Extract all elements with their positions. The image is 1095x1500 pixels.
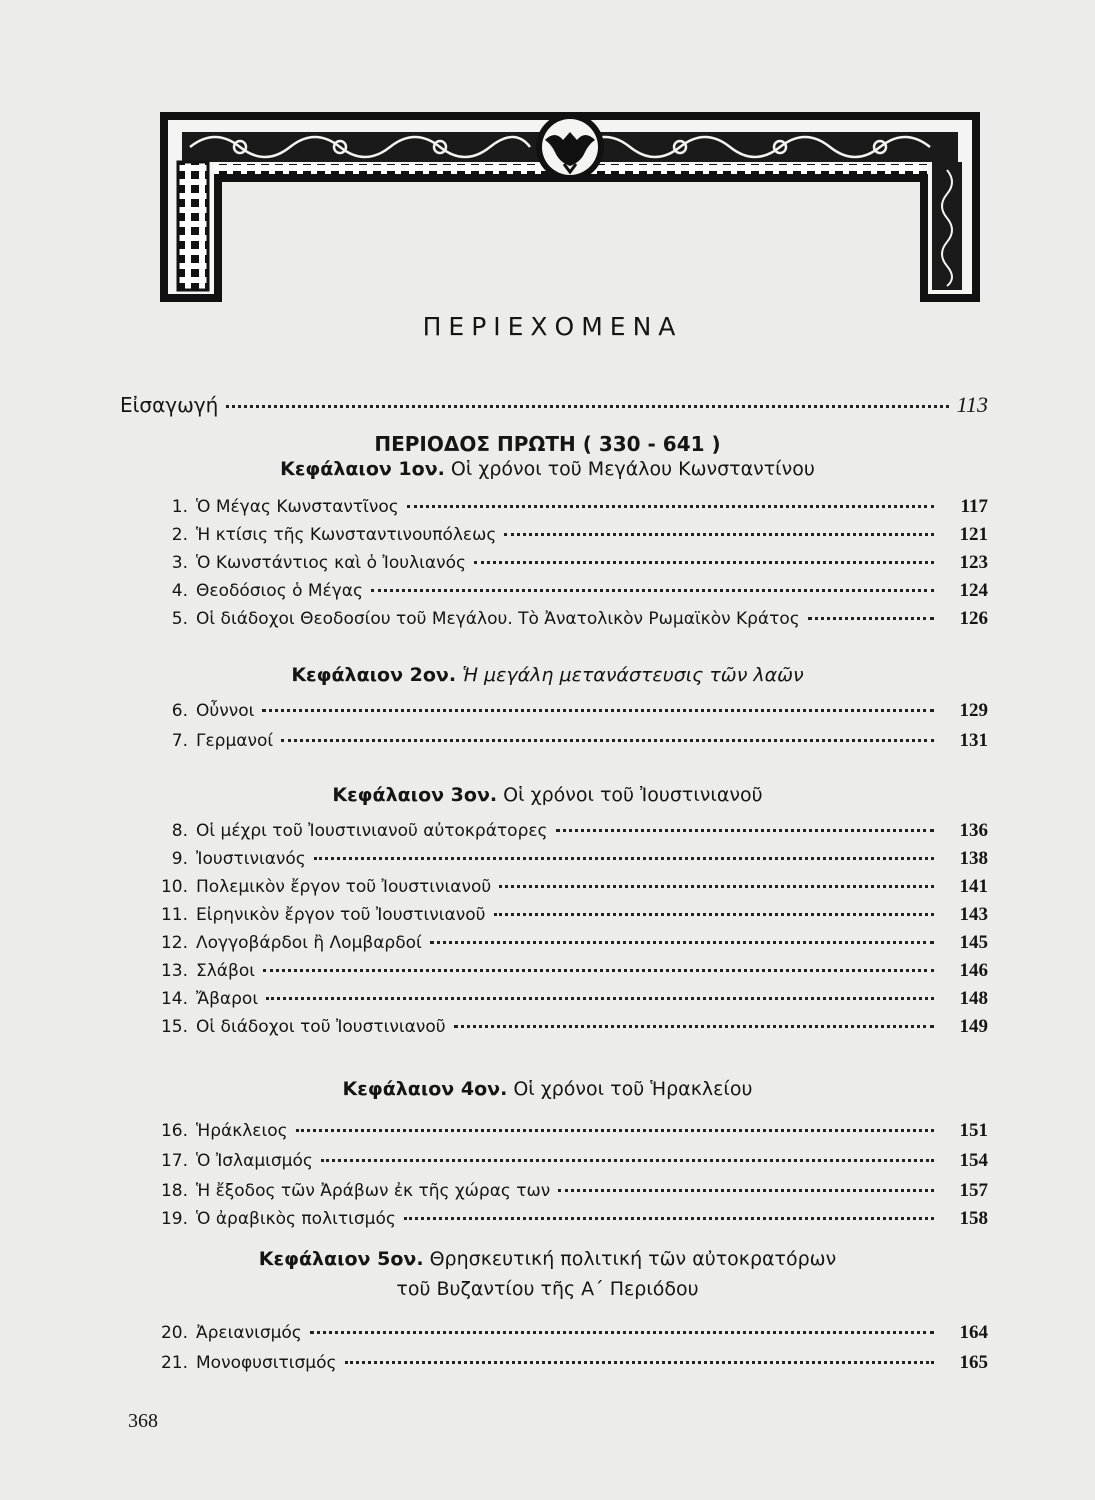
entry-page: 141 (959, 876, 988, 897)
toc-entry (148, 848, 988, 872)
entry-title: Σλάβοι (196, 961, 256, 981)
dot-leader (404, 1217, 934, 1220)
entry-title: Μονοφυσιτισμός (196, 1353, 337, 1373)
toc-entry (148, 904, 988, 928)
toc-entry (148, 1322, 988, 1346)
entry-title: Πολεμικὸν ἔργον τοῦ Ἰουστινιανοῦ (196, 877, 492, 897)
toc-entry (148, 700, 988, 724)
chapter-label: Κεφάλαιον 2ον. (291, 664, 457, 686)
toc-entry (148, 1150, 988, 1174)
intro-label: Εἰσαγωγή (120, 393, 219, 417)
entry-number: 18. (160, 1181, 188, 1201)
entry-page: 143 (959, 904, 988, 925)
toc-entry (148, 960, 988, 984)
entry-page: 121 (959, 524, 988, 545)
dot-leader (808, 617, 934, 620)
chapter-label: Κεφάλαιον 5ον. (258, 1248, 424, 1270)
toc-entry (148, 730, 988, 754)
entry-title: Ὁ ἀραβικὸς πολιτισμός (196, 1209, 396, 1229)
dot-leader (263, 969, 934, 972)
dot-leader (321, 1159, 934, 1162)
chapter-subtitle-continued: τοῦ Βυζαντίου τῆς Α΄ Περιόδου (396, 1278, 699, 1300)
toc-entry (148, 1120, 988, 1144)
toc-entry (148, 1180, 988, 1204)
entry-title: Ἡ ἔξοδος τῶν Ἀράβων ἐκ τῆς χώρας των (196, 1181, 551, 1201)
entry-page: 148 (959, 988, 988, 1009)
dot-leader (430, 941, 934, 944)
entry-page: 123 (959, 552, 988, 573)
entry-title: Ἡράκλειος (196, 1121, 288, 1141)
entry-number: 14. (160, 989, 188, 1009)
entry-title: Γερμανοί (196, 731, 274, 751)
entry-number: 15. (160, 1017, 188, 1037)
entry-number: 8. (171, 821, 188, 841)
page-title: ΠΕΡΙΕΧΟΜΕΝΑ (422, 312, 683, 341)
chapter-heading-5 (0, 1248, 1095, 1270)
dot-leader (504, 533, 934, 536)
ornamental-header-frame (160, 112, 980, 307)
entry-page: 136 (959, 820, 988, 841)
period-heading: ΠΕΡΙΟΔΟΣ ΠΡΩΤΗ ( 330 - 641 ) (374, 432, 721, 456)
entry-page: 117 (960, 496, 988, 517)
entry-page: 154 (959, 1150, 988, 1171)
toc-entry (148, 608, 988, 632)
entry-number: 19. (160, 1209, 188, 1229)
entry-page: 146 (959, 960, 988, 981)
chapter-heading-4 (0, 1078, 1095, 1100)
entry-title: Ἄβαροι (196, 989, 259, 1009)
toc-entry (148, 876, 988, 900)
chapter-heading-3 (0, 784, 1095, 806)
intro-page: 113 (956, 392, 988, 417)
entry-number: 11. (160, 905, 188, 925)
entry-title: Ἀρειανισμός (196, 1323, 302, 1343)
chapter-heading-5-line2 (0, 1278, 1095, 1300)
dot-leader (558, 1189, 934, 1192)
entry-number: 5. (171, 609, 188, 629)
entry-number: 20. (160, 1323, 188, 1343)
chapter-label: Κεφάλαιον 4ον. (342, 1078, 508, 1100)
entry-number: 10. (160, 877, 188, 897)
entry-title: Ὁ Μέγας Κωνσταντῖνος (196, 497, 399, 517)
toc-entry (148, 524, 988, 548)
entry-number: 7. (171, 731, 188, 751)
entry-title: Ὁ Ἰσλαμισμός (196, 1151, 313, 1171)
entry-title: Ὁ Κωνστάντιος καὶ ὁ Ἰουλιανός (196, 553, 466, 573)
entry-title: Ἡ κτίσις τῆς Κωνσταντινουπόλεως (196, 525, 497, 545)
toc-entry (148, 932, 988, 956)
toc-entry (148, 820, 988, 844)
entry-number: 16. (160, 1121, 188, 1141)
toc-entry (148, 580, 988, 604)
chapter-label: Κεφάλαιον 3ον. (332, 784, 498, 806)
entry-number: 6. (171, 701, 188, 721)
toc-entry (148, 988, 988, 1012)
entry-number: 4. (171, 581, 188, 601)
dot-leader (345, 1361, 935, 1364)
entry-page: 165 (959, 1352, 988, 1373)
dot-leader (281, 739, 934, 742)
entry-page: 157 (959, 1180, 988, 1201)
entry-title: Οἱ μέχρι τοῦ Ἰουστινιανοῦ αὐτοκράτορες (196, 821, 548, 841)
toc-entry (148, 1352, 988, 1376)
entry-number: 17. (160, 1151, 188, 1171)
entry-number: 9. (171, 849, 188, 869)
chapter-subtitle: Ἡ μεγάλη μετανάστευσις τῶν λαῶν (462, 664, 804, 686)
entry-title: Ἰουστινιανός (196, 849, 306, 869)
entry-title: Οὖννοι (196, 701, 255, 721)
entry-page: 131 (959, 730, 988, 751)
dot-leader (310, 1331, 934, 1334)
chapter-heading-2 (0, 664, 1095, 686)
dot-leader (314, 857, 934, 860)
entry-number: 12. (160, 933, 188, 953)
entry-number: 3. (171, 553, 188, 573)
toc-entry (148, 496, 988, 520)
chapter-subtitle: Οἱ χρόνοι τοῦ Ἡρακλείου (513, 1078, 753, 1100)
toc-entry (148, 1208, 988, 1232)
entry-number: 2. (171, 525, 188, 545)
entry-page: 145 (959, 932, 988, 953)
dot-leader (407, 505, 934, 508)
entry-title: Εἰρηνικὸν ἔργον τοῦ Ἰουστινιανοῦ (196, 905, 486, 925)
chapter-heading-1 (0, 458, 1095, 480)
entry-page: 164 (959, 1322, 988, 1343)
dot-leader (262, 709, 934, 712)
dot-leader (266, 997, 934, 1000)
dot-leader (474, 561, 934, 564)
dot-leader (226, 405, 948, 408)
entry-number: 13. (160, 961, 188, 981)
entry-page: 149 (959, 1016, 988, 1037)
entry-title: Οἱ διάδοχοι τοῦ Ἰουστινιανοῦ (196, 1017, 446, 1037)
entry-page: 151 (959, 1120, 988, 1141)
dot-leader (556, 829, 934, 832)
chapter-subtitle: Θρησκευτική πολιτική τῶν αὐτοκρατόρων (429, 1248, 837, 1270)
entry-page: 138 (959, 848, 988, 869)
chapter-subtitle: Οἱ χρόνοι τοῦ Ἰουστινιανοῦ (503, 784, 763, 806)
chapter-label: Κεφάλαιον 1ον. (280, 458, 445, 480)
entry-page: 158 (959, 1208, 988, 1229)
toc-entry (148, 552, 988, 576)
dot-leader (296, 1129, 934, 1132)
entry-page: 129 (959, 700, 988, 721)
entry-title: Οἱ διάδοχοι Θεοδοσίου τοῦ Μεγάλου. Τὸ Ἀνατολικὸν Ρωμαϊκὸν Κράτος (196, 609, 800, 629)
entry-number: 1. (171, 497, 188, 517)
dot-leader (454, 1025, 934, 1028)
dot-leader (499, 885, 934, 888)
chapter-subtitle: Οἱ χρόνοι τοῦ Μεγάλου Κωνσταντίνου (450, 458, 815, 480)
entry-number: 21. (160, 1353, 188, 1373)
dot-leader (371, 589, 934, 592)
entry-page: 126 (959, 608, 988, 629)
toc-entry (148, 1016, 988, 1040)
entry-page: 124 (959, 580, 988, 601)
entry-title: Θεοδόσιος ὁ Μέγας (196, 581, 363, 601)
entry-title: Λογγοβάρδοι ἢ Λομβαρδοί (196, 933, 422, 953)
page-number: 368 (128, 1410, 158, 1432)
intro-entry (120, 392, 988, 418)
dot-leader (494, 913, 935, 916)
